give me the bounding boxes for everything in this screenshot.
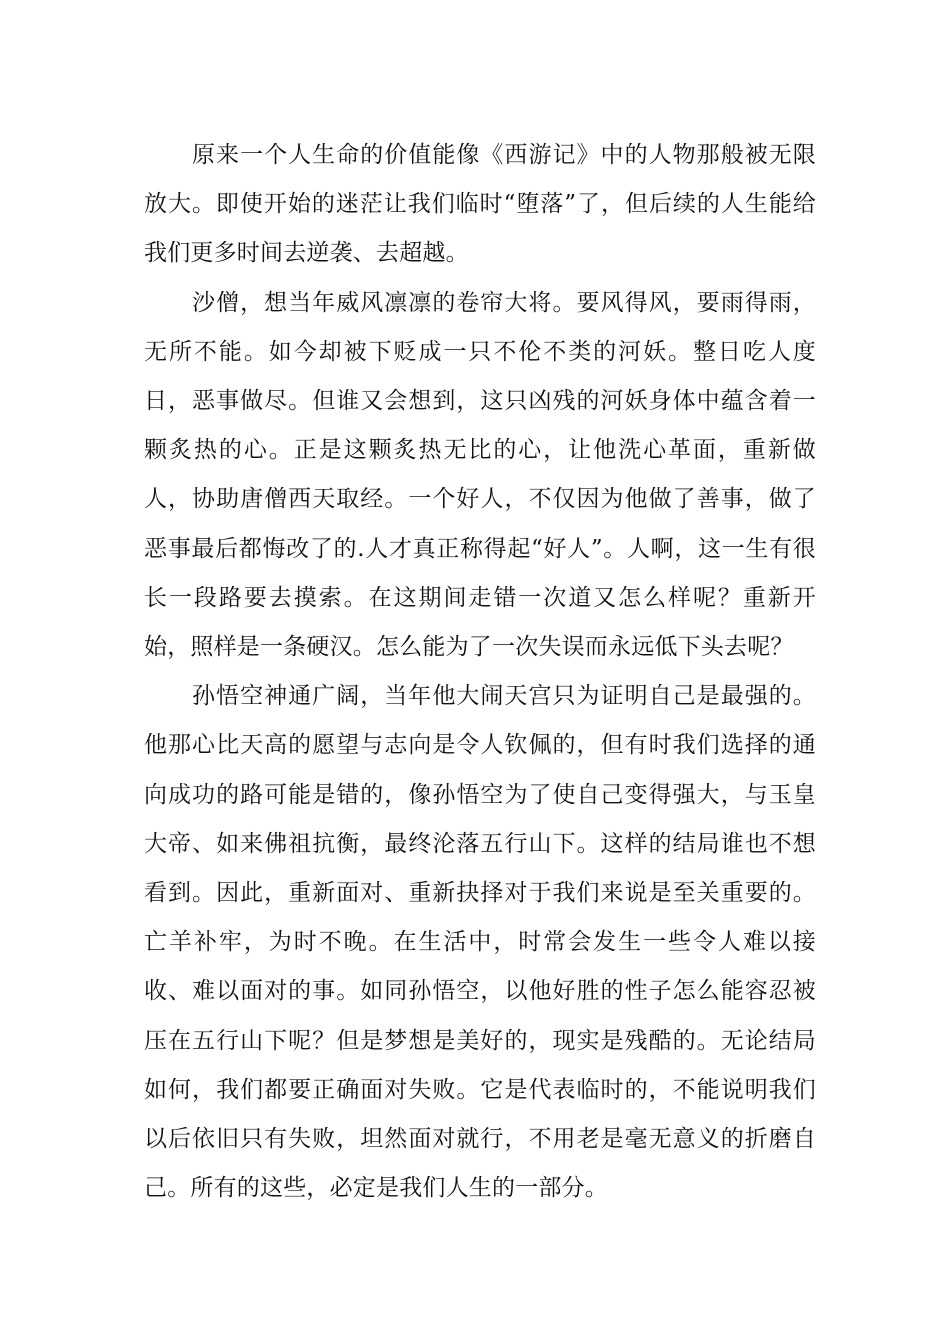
paragraph-sun-wukong: 孙悟空神通广阔，当年他大闹天宫只为证明自己是最强的。他那心比天高的愿望与志向是令人钦佩的，但有时我们选择的通向成功的路可能是错的，像孙悟空为了使自己变得强大，与玉皇大帝、如来佛祖抗衡，最终沦落五行山下。这样的结局谁也不想看到。因此，重新面对、重新抉择对于我们来说是至关重要的。亡羊补牢，为时不晚。在生活中，时常会发生一些令人难以接收、难以面对的事。如同孙悟空，以他好胜的性子怎么能容忍被压在五行山下呢？但是梦想是美好的，现实是残酷的。无论结局如何，我们都要正确面对失败。它是代表临时的，不能说明我们以后依旧只有失败，坦然面对就行，不用老是毫无意义的折磨自己。所有的这些，必定是我们人生的一部分。 <box>144 683 816 1202</box>
paragraph-sha-seng: 沙僧，想当年威风凛凛的卷帘大将。要风得风，要雨得雨，无所不能。如今却被下贬成一只不伦不类的河妖。整日吃人度日，恶事做尽。但谁又会想到，这只凶残的河妖身体中蕴含着一颗炙热的心。正是这颗炙热无比的心，让他洗心革面，重新做人，协助唐僧西天取经。一个好人，不仅因为他做了善事，做了恶事最后都悔改了的.人才真正称得起“好人”。人啊，这一生有很长一段路要去摸索。在这期间走错一次道又怎么样呢？重新开始，照样是一条硬汉。怎么能为了一次失误而永远低下头去呢？ <box>144 289 816 661</box>
paragraph-intro: 原来一个人生命的价值能像《西游记》中的人物那般被无限放大。即使开始的迷茫让我们临时“堕落”了，但后续的人生能给我们更多时间去逆袭、去超越。 <box>144 142 816 267</box>
document-body <box>144 131 816 1213</box>
